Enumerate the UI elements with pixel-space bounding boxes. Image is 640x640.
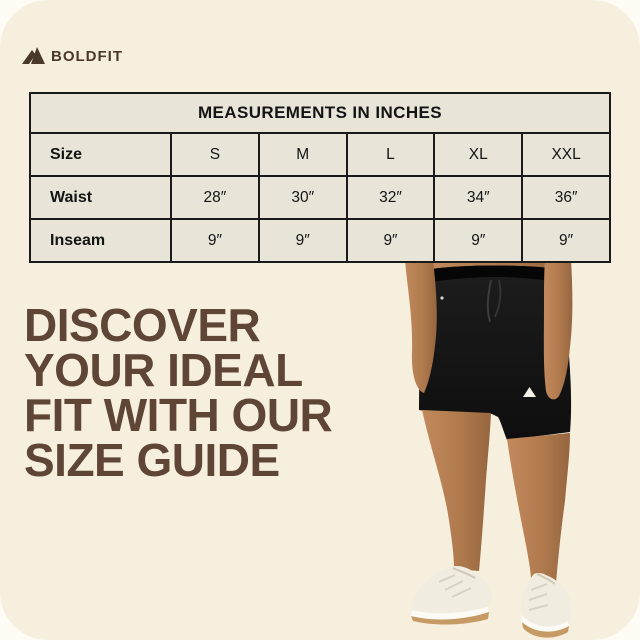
table-row-waist <box>30 176 610 219</box>
headline-line-2: YOUR IDEAL <box>24 344 303 396</box>
column-header-m: M <box>259 133 347 176</box>
headline-line-3: FIT WITH OUR <box>24 389 333 441</box>
table-title: MEASUREMENTS IN INCHES <box>30 93 610 133</box>
waist-m: 30″ <box>259 176 347 219</box>
size-guide-table <box>29 92 611 263</box>
row-label-inseam: Inseam <box>30 219 171 262</box>
brand-logo <box>22 47 123 65</box>
brand-name: BOLDFIT <box>51 47 123 65</box>
pocket-zip-left <box>440 296 443 299</box>
table-header-row <box>30 133 610 176</box>
inseam-l: 9″ <box>347 219 435 262</box>
inseam-s: 9″ <box>171 219 259 262</box>
inseam-m: 9″ <box>259 219 347 262</box>
model-right-leg <box>507 433 570 583</box>
waist-xl: 34″ <box>434 176 522 219</box>
inseam-xxl: 9″ <box>522 219 610 262</box>
column-header-xxl: XXL <box>522 133 610 176</box>
headline-line-4: SIZE GUIDE <box>24 434 280 486</box>
column-header-xl: XL <box>434 133 522 176</box>
headline <box>24 299 384 486</box>
column-header-l: L <box>347 133 435 176</box>
row-label-waist: Waist <box>30 176 171 219</box>
column-header-size: Size <box>30 133 171 176</box>
inseam-xl: 9″ <box>434 219 522 262</box>
boldfit-a-icon <box>22 47 46 65</box>
waist-l: 32″ <box>347 176 435 219</box>
column-header-s: S <box>171 133 259 176</box>
model-photo <box>395 260 635 640</box>
waist-s: 28″ <box>171 176 259 219</box>
model-left-leg <box>422 410 491 571</box>
table-title-row <box>30 93 610 133</box>
right-shoe <box>521 573 572 638</box>
left-shoe <box>411 566 492 625</box>
waist-xxl: 36″ <box>522 176 610 219</box>
headline-line-1: DISCOVER <box>24 299 261 351</box>
table-row-inseam <box>30 219 610 262</box>
